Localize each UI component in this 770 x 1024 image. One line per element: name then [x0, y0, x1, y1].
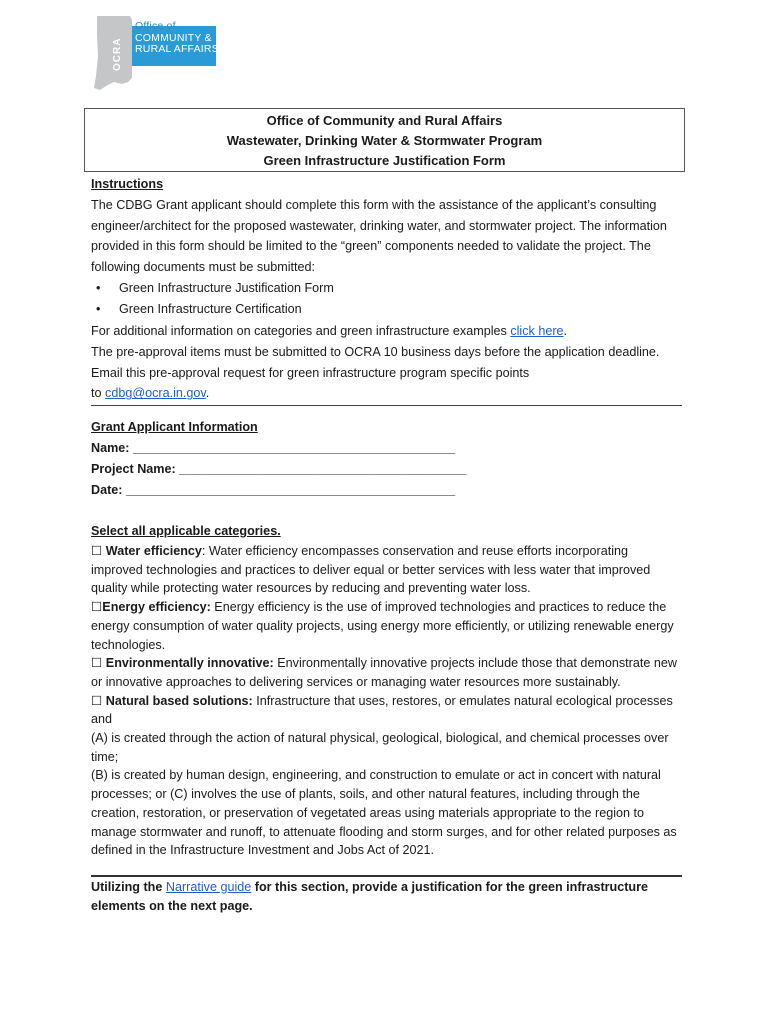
- ocra-logo: [92, 16, 222, 96]
- footer-divider: [91, 875, 682, 877]
- email-suffix: .: [205, 386, 210, 401]
- email-prefix: to: [91, 386, 106, 401]
- logo-line-2: COMMUNITY &: [135, 31, 212, 44]
- applicant-section: [91, 417, 683, 501]
- environmentally-innovative-title: Environmentally innovative:: [105, 656, 274, 671]
- water-efficiency-title: Water efficiency: [105, 544, 202, 558]
- water-efficiency-option: [91, 542, 683, 598]
- header-program: Wastewater, Drinking Water & Stormwater Program: [226, 133, 543, 148]
- narrative-guide-link[interactable]: Narrative guide: [165, 880, 252, 894]
- additional-info-suffix: .: [563, 323, 568, 338]
- email-link[interactable]: cdbg@ocra.in.gov: [105, 386, 206, 401]
- logo-side-text: OCRA: [112, 37, 123, 71]
- form-header: [84, 108, 685, 172]
- categories-section: [91, 521, 683, 860]
- energy-efficiency-checkbox[interactable]: ☐: [91, 600, 103, 615]
- instructions-intro: The CDBG Grant applicant should complete this form with the assistance of the applicant’s consulting engineer/architect for the proposed wastewater, drinking water, and stormwater project. The information provided in this form should be limited to the “green” components needed to validate the project. The following documents must be submitted:: [91, 197, 667, 275]
- additional-info: [91, 321, 683, 342]
- natural-solutions-checkbox[interactable]: ☐: [91, 693, 106, 708]
- natural-solutions-desc: Infrastructure that uses, restores, or emulates natural ecological processes and: [91, 693, 673, 727]
- water-efficiency-checkbox[interactable]: ☐: [91, 544, 106, 558]
- header-form-title: Green Infrastructure Justification Form: [263, 153, 506, 168]
- required-documents-list: [91, 278, 683, 321]
- instructions-heading: Instructions: [91, 177, 164, 191]
- environmentally-innovative-desc: Environmentally innovative projects include those that demonstrate new or innovative approaches to delivering services or managing water resources more sustainably.: [91, 656, 677, 689]
- click-here-link[interactable]: click here: [510, 323, 564, 338]
- environmentally-innovative-checkbox[interactable]: ☐: [91, 656, 106, 671]
- logo-line-1: Office of: [135, 20, 176, 32]
- energy-efficiency-title: Energy efficiency:: [102, 600, 211, 615]
- section-divider: [91, 405, 682, 406]
- name-field[interactable]: Name: ______________________________________________: [91, 441, 456, 455]
- date-field[interactable]: Date: _______________________________________________: [91, 483, 456, 497]
- applicant-heading: Grant Applicant Information: [91, 420, 258, 434]
- natural-solutions-option: [91, 692, 683, 729]
- logo-wordmark: [135, 21, 219, 56]
- preapproval-text: The pre-approval items must be submitted to OCRA 10 business days before the application deadline. Email this pre-approval request for green infrastructure program specific points: [91, 344, 660, 380]
- logo-line-3: RURAL AFFAIRS: [135, 43, 219, 55]
- natural-solutions-clause-b: (B) is created by human design, engineering, and construction to emulate or act in concert with natural processes; or (C) involves the use of plants, soils, and other natural features, including through the creation, restoration, or preservation of vegetated areas using materials appropriate to the region to manage stormwater and runoff, to attenuate flooding and storm surges, and for other related purposes as defined in the Infrastructure Investment and Jobs Act of 2021.: [91, 768, 677, 858]
- footer-prefix: Utilizing the: [91, 880, 166, 894]
- additional-info-text: For additional information on categories and green infrastructure examples: [91, 323, 511, 338]
- footer-suffix: for this section, provide a justification for the green infrastructure elements on the next page.: [91, 880, 649, 913]
- email-line: [91, 383, 683, 404]
- header-org: Office of Community and Rural Affairs: [266, 113, 503, 128]
- water-efficiency-desc: : Water efficiency encompasses conservation and reuse efforts incorporating improved technologies and practices to deliver equal or better services with less water that improved quality while protecting water resources by reducing and preventing water loss.: [91, 544, 651, 596]
- list-item: • Green Infrastructure Justification Form: [91, 278, 683, 300]
- natural-solutions-title: Natural based solutions:: [105, 693, 253, 708]
- energy-efficiency-desc: Energy efficiency is the use of improved technologies and practices to reduce the energy consumption of water quality projects, using energy more efficiently, or utilizing renewable energy technologies.: [91, 600, 674, 652]
- project-name-field[interactable]: Project Name: _________________________________________: [91, 462, 467, 476]
- categories-heading: Select all applicable categories.: [91, 524, 281, 538]
- natural-solutions-clause-a: (A) is created through the action of natural physical, geological, biological, and chemical processes over time;: [91, 731, 669, 764]
- list-item: • Green Infrastructure Certification: [91, 299, 683, 321]
- footer-instruction: [91, 878, 683, 915]
- energy-efficiency-option: [91, 598, 683, 654]
- instructions-section: [91, 174, 683, 404]
- environmentally-innovative-option: [91, 654, 683, 691]
